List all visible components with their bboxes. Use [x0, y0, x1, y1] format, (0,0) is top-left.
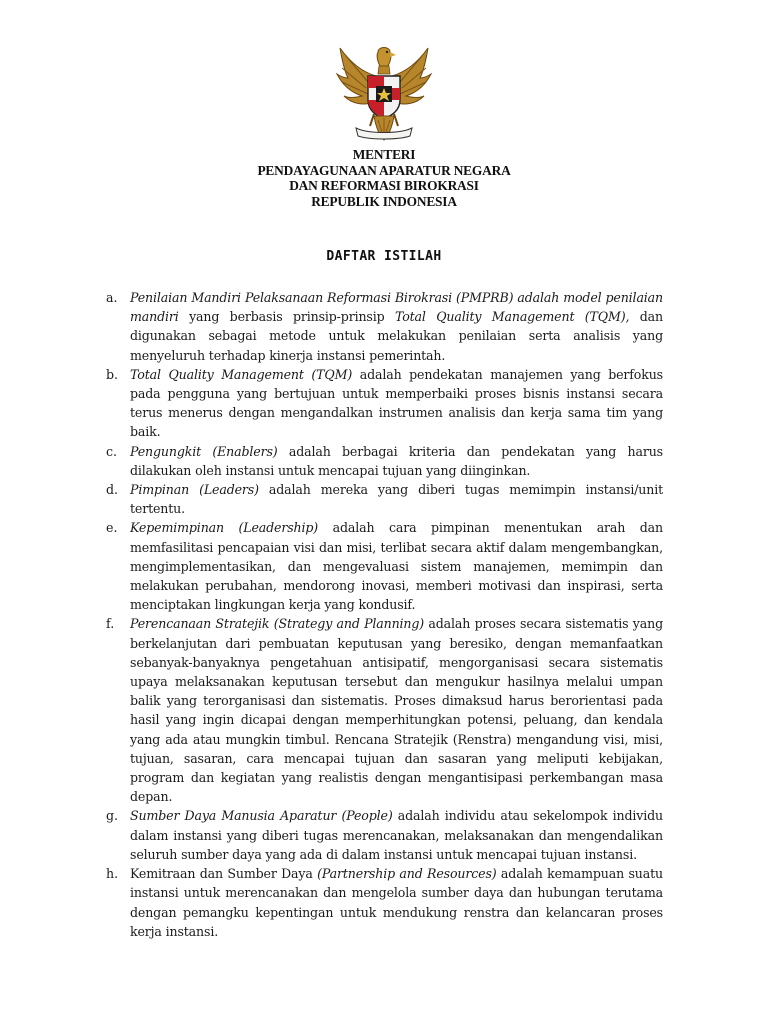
term-text: adalah berbagai kriteria dan pendekatan yang harus dilakukan oleh instansi untuk mencapai tujuan yang diinginkan.: [130, 443, 663, 478]
term-name: Sumber Daya Manusia Aparatur (People): [130, 808, 393, 824]
term-list: [100, 288, 663, 941]
term-text: adalah individu atau sekelompok individu dalam instansi yang diberi tugas merencanakan, melaksanakan dan mengendalikan seluruh sumber daya yang ada di dalam instansi untuk mencapai tujuan instansi.: [130, 808, 663, 862]
term-name: (Partnership and Resources): [317, 866, 497, 882]
garuda-emblem-icon: [332, 42, 436, 146]
term-item-g: [100, 806, 663, 864]
term-item-a: [100, 288, 663, 365]
term-text: adalah pendekatan manajemen yang berfokus pada pengguna yang bertujuan untuk memperbaiki proses bisnis instansi secara terus menerus dengan mengandalkan instrumen analisis dan kerja sama tim yang baik.: [130, 366, 663, 440]
term-name: Pimpinan (Leaders): [130, 482, 259, 498]
term-text: dan digunakan sebagai metode untuk melakukan penilaian serta analisis yang menyeluruh terhadap kinerja instansi pemerintah.: [130, 309, 663, 363]
header-line-3: DAN REFORMASI BIROKRASI: [289, 178, 479, 193]
term-item-b: [100, 365, 663, 442]
item-marker: h.: [106, 866, 119, 882]
term-text: yang berbasis prinsip-prinsip: [178, 309, 395, 325]
header-line-4: REPUBLIK INDONESIA: [311, 193, 457, 209]
header-line-1: MENTERI: [352, 147, 416, 162]
item-marker: d.: [106, 482, 119, 498]
term-item-e: [100, 518, 663, 614]
item-marker: b.: [106, 366, 119, 382]
term-item-d: [100, 480, 663, 518]
ministry-header: [0, 147, 768, 209]
item-marker: f.: [106, 616, 115, 632]
term-item-c: [100, 442, 663, 480]
term-text: adalah mereka yang diberi tugas memimpin instansi/unit tertentu.: [130, 482, 664, 517]
item-marker: c.: [106, 443, 118, 459]
item-marker: e.: [106, 520, 118, 536]
term-lead: Kemitraan dan Sumber Daya: [130, 866, 318, 882]
term-name-secondary: Total Quality Management (TQM),: [394, 309, 630, 325]
term-text: adalah cara pimpinan menentukan arah dan memfasilitasi pencapaian visi dan misi, terlibat secara aktif dalam mengembangkan, mengimplementasikan, dan mengevaluasi sistem manajemen, memimpin dan melakukan perubahan, mendorong inovasi, memberi motivasi dan inspirasi, serta menciptakan lingkungan kerja yang kondusif.: [130, 520, 664, 613]
term-item-f: [100, 614, 663, 806]
item-marker: a.: [106, 290, 118, 305]
term-name: Penilaian Mandiri Pelaksanaan Reformasi Birokrasi (PMPRB) adalah model penilaian mandiri: [130, 290, 663, 325]
term-name: Kepemimpinan (Leadership): [130, 520, 319, 536]
term-name: Perencanaan Stratejik (Strategy and Planning): [130, 616, 425, 632]
header-line-2: PENDAYAGUNAAN APARATUR NEGARA: [257, 162, 511, 178]
term-name: Total Quality Management (TQM): [130, 366, 353, 382]
document-title: DAFTAR ISTILAH: [326, 249, 442, 264]
term-text: adalah proses secara sistematis yang berkelanjutan dari pembuatan keputusan yang beresiko, dengan memanfaatkan sebanyak-banyaknya pengetahuan antisipatif, mengorganisasi secara sistematis upaya melaksanakan keputusan tersebut dan mengukur hasilnya melalui umpan balik yang terorganisasi dan sistematis. Proses dimaksud harus berorientasi pada hasil yang ingin dicapai dengan memperhitungkan potensi, peluang, dan kendala yang ada atau mungkin timbul. Rencana Stratejik (Renstra) mengandung visi, misi, tujuan, sasaran, cara mencapai tujuan dan sasaran yang meliputi kebijakan, program dan kegiatan yang realistis dengan mengantisipasi perkembangan masa depan.: [130, 616, 663, 805]
term-name: Pengungkit (Enablers): [130, 443, 278, 459]
term-item-h: [100, 864, 663, 941]
item-marker: g.: [106, 808, 119, 824]
term-text: adalah kemampuan suatu instansi untuk merencanakan dan mengelola sumber daya dan hubungan terutama dengan pemangku kepentingan untuk mendukung renstra dan kelancaran proses kerja instansi.: [130, 866, 663, 939]
